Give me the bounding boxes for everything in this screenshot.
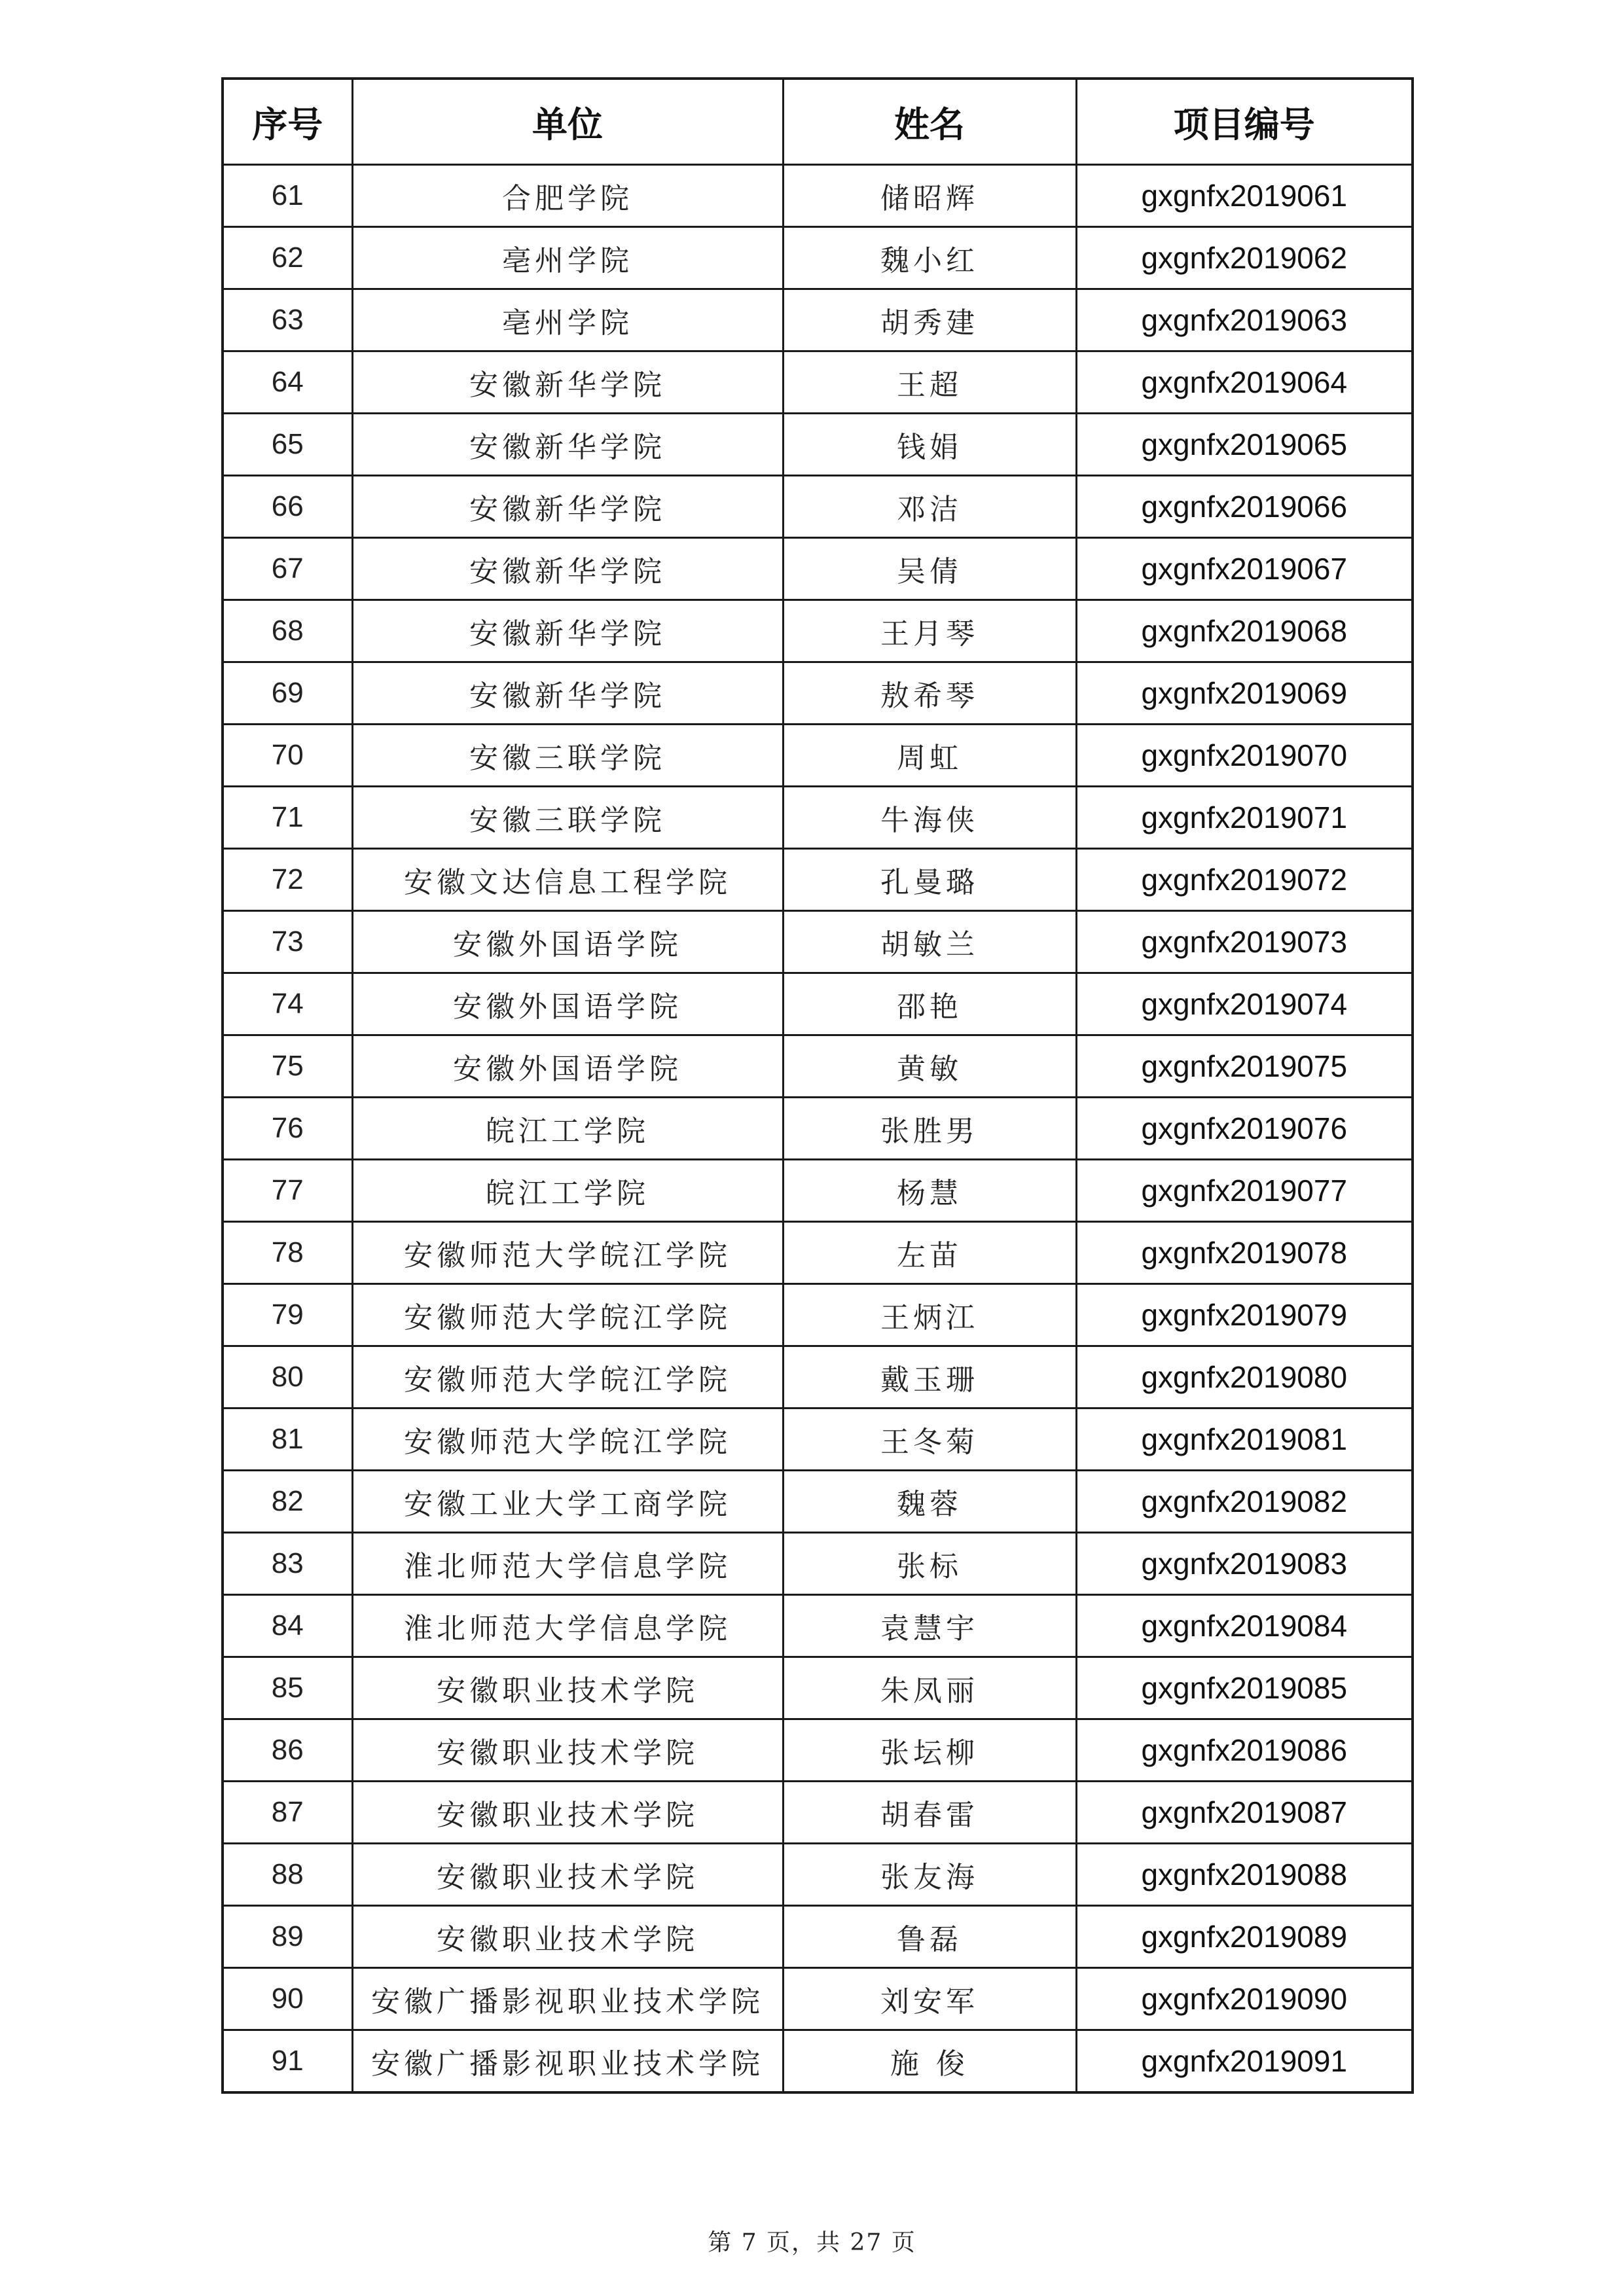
document-page bbox=[221, 77, 1411, 2094]
table-row bbox=[223, 227, 1413, 289]
cell-unit: 安徽广播影视职业技术学院 bbox=[352, 1968, 783, 2030]
cell-seq: 69 bbox=[223, 662, 352, 725]
cell-name: 钱娟 bbox=[783, 414, 1076, 476]
page-number: 第 7 页，共 27 页 bbox=[708, 2229, 916, 2256]
cell-project-code: gxgnfx2019061 bbox=[1076, 165, 1413, 227]
cell-name: 刘安军 bbox=[783, 1968, 1076, 2030]
cell-seq: 81 bbox=[223, 1408, 352, 1471]
cell-project-code: gxgnfx2019080 bbox=[1076, 1346, 1413, 1408]
cell-name: 张坛柳 bbox=[783, 1719, 1076, 1782]
cell-project-code: gxgnfx2019077 bbox=[1076, 1160, 1413, 1222]
cell-name: 戴玉珊 bbox=[783, 1346, 1076, 1408]
cell-seq: 70 bbox=[223, 725, 352, 787]
cell-unit: 安徽外国语学院 bbox=[352, 1035, 783, 1098]
cell-name: 王炳江 bbox=[783, 1284, 1076, 1346]
cell-name: 邵艳 bbox=[783, 973, 1076, 1035]
cell-name: 胡秀建 bbox=[783, 289, 1076, 351]
cell-unit: 安徽师范大学皖江学院 bbox=[352, 1284, 783, 1346]
cell-seq: 63 bbox=[223, 289, 352, 351]
table-row bbox=[223, 1098, 1413, 1160]
cell-project-code: gxgnfx2019076 bbox=[1076, 1098, 1413, 1160]
cell-project-code: gxgnfx2019082 bbox=[1076, 1471, 1413, 1533]
table-row bbox=[223, 1782, 1413, 1844]
cell-seq: 75 bbox=[223, 1035, 352, 1098]
cell-seq: 61 bbox=[223, 165, 352, 227]
cell-name: 魏小红 bbox=[783, 227, 1076, 289]
cell-seq: 62 bbox=[223, 227, 352, 289]
cell-project-code: gxgnfx2019075 bbox=[1076, 1035, 1413, 1098]
cell-seq: 85 bbox=[223, 1657, 352, 1719]
cell-seq: 65 bbox=[223, 414, 352, 476]
header-seq: 序号 bbox=[223, 79, 352, 165]
cell-seq: 82 bbox=[223, 1471, 352, 1533]
table-row bbox=[223, 351, 1413, 414]
cell-name: 周虹 bbox=[783, 725, 1076, 787]
cell-seq: 77 bbox=[223, 1160, 352, 1222]
cell-unit: 安徽外国语学院 bbox=[352, 911, 783, 973]
cell-project-code: gxgnfx2019091 bbox=[1076, 2030, 1413, 2093]
cell-unit: 安徽新华学院 bbox=[352, 476, 783, 538]
cell-project-code: gxgnfx2019071 bbox=[1076, 787, 1413, 849]
table-row bbox=[223, 600, 1413, 662]
cell-seq: 68 bbox=[223, 600, 352, 662]
cell-unit: 安徽新华学院 bbox=[352, 662, 783, 725]
cell-unit: 淮北师范大学信息学院 bbox=[352, 1595, 783, 1657]
cell-seq: 79 bbox=[223, 1284, 352, 1346]
cell-name: 牛海侠 bbox=[783, 787, 1076, 849]
table-header bbox=[223, 79, 1413, 165]
cell-seq: 80 bbox=[223, 1346, 352, 1408]
cell-project-code: gxgnfx2019070 bbox=[1076, 725, 1413, 787]
cell-project-code: gxgnfx2019067 bbox=[1076, 538, 1413, 600]
cell-unit: 安徽新华学院 bbox=[352, 538, 783, 600]
cell-seq: 78 bbox=[223, 1222, 352, 1284]
cell-project-code: gxgnfx2019073 bbox=[1076, 911, 1413, 973]
cell-seq: 91 bbox=[223, 2030, 352, 2093]
cell-name: 张标 bbox=[783, 1533, 1076, 1595]
cell-name: 张友海 bbox=[783, 1844, 1076, 1906]
cell-unit: 安徽职业技术学院 bbox=[352, 1844, 783, 1906]
cell-name: 鲁磊 bbox=[783, 1906, 1076, 1968]
table-row bbox=[223, 2030, 1413, 2093]
cell-name: 杨慧 bbox=[783, 1160, 1076, 1222]
cell-unit: 安徽师范大学皖江学院 bbox=[352, 1408, 783, 1471]
cell-project-code: gxgnfx2019072 bbox=[1076, 849, 1413, 911]
cell-unit: 安徽职业技术学院 bbox=[352, 1657, 783, 1719]
cell-name: 邓洁 bbox=[783, 476, 1076, 538]
cell-seq: 73 bbox=[223, 911, 352, 973]
cell-seq: 71 bbox=[223, 787, 352, 849]
table-row bbox=[223, 1595, 1413, 1657]
cell-name: 施 俊 bbox=[783, 2030, 1076, 2093]
cell-seq: 76 bbox=[223, 1098, 352, 1160]
cell-seq: 66 bbox=[223, 476, 352, 538]
table-row bbox=[223, 1222, 1413, 1284]
cell-unit: 安徽新华学院 bbox=[352, 351, 783, 414]
cell-unit: 皖江工学院 bbox=[352, 1160, 783, 1222]
cell-seq: 72 bbox=[223, 849, 352, 911]
cell-name: 魏蓉 bbox=[783, 1471, 1076, 1533]
table-row bbox=[223, 1284, 1413, 1346]
cell-unit: 安徽三联学院 bbox=[352, 725, 783, 787]
table-row bbox=[223, 1346, 1413, 1408]
cell-seq: 87 bbox=[223, 1782, 352, 1844]
table-row bbox=[223, 973, 1413, 1035]
header-unit: 单位 bbox=[352, 79, 783, 165]
cell-project-code: gxgnfx2019078 bbox=[1076, 1222, 1413, 1284]
cell-unit: 安徽工业大学工商学院 bbox=[352, 1471, 783, 1533]
cell-seq: 89 bbox=[223, 1906, 352, 1968]
cell-name: 王冬菊 bbox=[783, 1408, 1076, 1471]
cell-name: 朱凤丽 bbox=[783, 1657, 1076, 1719]
table-row bbox=[223, 849, 1413, 911]
cell-seq: 74 bbox=[223, 973, 352, 1035]
table-row bbox=[223, 662, 1413, 725]
cell-unit: 亳州学院 bbox=[352, 289, 783, 351]
table-row bbox=[223, 1408, 1413, 1471]
cell-seq: 86 bbox=[223, 1719, 352, 1782]
cell-unit: 安徽外国语学院 bbox=[352, 973, 783, 1035]
cell-project-code: gxgnfx2019065 bbox=[1076, 414, 1413, 476]
table-row bbox=[223, 787, 1413, 849]
cell-project-code: gxgnfx2019074 bbox=[1076, 973, 1413, 1035]
cell-seq: 67 bbox=[223, 538, 352, 600]
table-row bbox=[223, 476, 1413, 538]
cell-name: 黄敏 bbox=[783, 1035, 1076, 1098]
cell-unit: 安徽职业技术学院 bbox=[352, 1906, 783, 1968]
cell-project-code: gxgnfx2019090 bbox=[1076, 1968, 1413, 2030]
header-code: 项目编号 bbox=[1076, 79, 1413, 165]
cell-name: 王月琴 bbox=[783, 600, 1076, 662]
cell-name: 左苗 bbox=[783, 1222, 1076, 1284]
table-row bbox=[223, 538, 1413, 600]
cell-project-code: gxgnfx2019087 bbox=[1076, 1782, 1413, 1844]
cell-project-code: gxgnfx2019081 bbox=[1076, 1408, 1413, 1471]
cell-project-code: gxgnfx2019083 bbox=[1076, 1533, 1413, 1595]
cell-project-code: gxgnfx2019068 bbox=[1076, 600, 1413, 662]
cell-seq: 64 bbox=[223, 351, 352, 414]
table-row bbox=[223, 1160, 1413, 1222]
cell-unit: 安徽师范大学皖江学院 bbox=[352, 1222, 783, 1284]
cell-seq: 84 bbox=[223, 1595, 352, 1657]
table-row bbox=[223, 1035, 1413, 1098]
cell-name: 胡敏兰 bbox=[783, 911, 1076, 973]
table-row bbox=[223, 911, 1413, 973]
table-row bbox=[223, 289, 1413, 351]
cell-project-code: gxgnfx2019086 bbox=[1076, 1719, 1413, 1782]
cell-unit: 安徽三联学院 bbox=[352, 787, 783, 849]
table-row bbox=[223, 1471, 1413, 1533]
cell-project-code: gxgnfx2019066 bbox=[1076, 476, 1413, 538]
cell-name: 孔曼璐 bbox=[783, 849, 1076, 911]
cell-project-code: gxgnfx2019069 bbox=[1076, 662, 1413, 725]
cell-unit: 淮北师范大学信息学院 bbox=[352, 1533, 783, 1595]
cell-project-code: gxgnfx2019079 bbox=[1076, 1284, 1413, 1346]
table-row bbox=[223, 1657, 1413, 1719]
table-row bbox=[223, 1968, 1413, 2030]
cell-unit: 安徽广播影视职业技术学院 bbox=[352, 2030, 783, 2093]
cell-project-code: gxgnfx2019063 bbox=[1076, 289, 1413, 351]
cell-unit: 安徽文达信息工程学院 bbox=[352, 849, 783, 911]
cell-unit: 亳州学院 bbox=[352, 227, 783, 289]
cell-unit: 合肥学院 bbox=[352, 165, 783, 227]
header-name: 姓名 bbox=[783, 79, 1076, 165]
cell-project-code: gxgnfx2019062 bbox=[1076, 227, 1413, 289]
cell-project-code: gxgnfx2019064 bbox=[1076, 351, 1413, 414]
table-row bbox=[223, 1906, 1413, 1968]
cell-unit: 安徽职业技术学院 bbox=[352, 1719, 783, 1782]
table-row bbox=[223, 725, 1413, 787]
cell-unit: 安徽新华学院 bbox=[352, 414, 783, 476]
cell-project-code: gxgnfx2019084 bbox=[1076, 1595, 1413, 1657]
table-row bbox=[223, 165, 1413, 227]
project-roster-table bbox=[221, 77, 1414, 2094]
cell-name: 张胜男 bbox=[783, 1098, 1076, 1160]
table-row bbox=[223, 1533, 1413, 1595]
header-row bbox=[223, 79, 1413, 165]
cell-name: 储昭辉 bbox=[783, 165, 1076, 227]
cell-project-code: gxgnfx2019088 bbox=[1076, 1844, 1413, 1906]
cell-project-code: gxgnfx2019085 bbox=[1076, 1657, 1413, 1719]
table-row bbox=[223, 1844, 1413, 1906]
cell-unit: 皖江工学院 bbox=[352, 1098, 783, 1160]
cell-unit: 安徽新华学院 bbox=[352, 600, 783, 662]
cell-seq: 88 bbox=[223, 1844, 352, 1906]
table-body bbox=[223, 165, 1413, 2093]
cell-seq: 83 bbox=[223, 1533, 352, 1595]
cell-name: 袁慧宇 bbox=[783, 1595, 1076, 1657]
cell-seq: 90 bbox=[223, 1968, 352, 2030]
cell-name: 胡春雷 bbox=[783, 1782, 1076, 1844]
cell-name: 王超 bbox=[783, 351, 1076, 414]
cell-unit: 安徽职业技术学院 bbox=[352, 1782, 783, 1844]
cell-name: 吴倩 bbox=[783, 538, 1076, 600]
table-row bbox=[223, 414, 1413, 476]
cell-unit: 安徽师范大学皖江学院 bbox=[352, 1346, 783, 1408]
cell-project-code: gxgnfx2019089 bbox=[1076, 1906, 1413, 1968]
table-row bbox=[223, 1719, 1413, 1782]
cell-name: 敖希琴 bbox=[783, 662, 1076, 725]
